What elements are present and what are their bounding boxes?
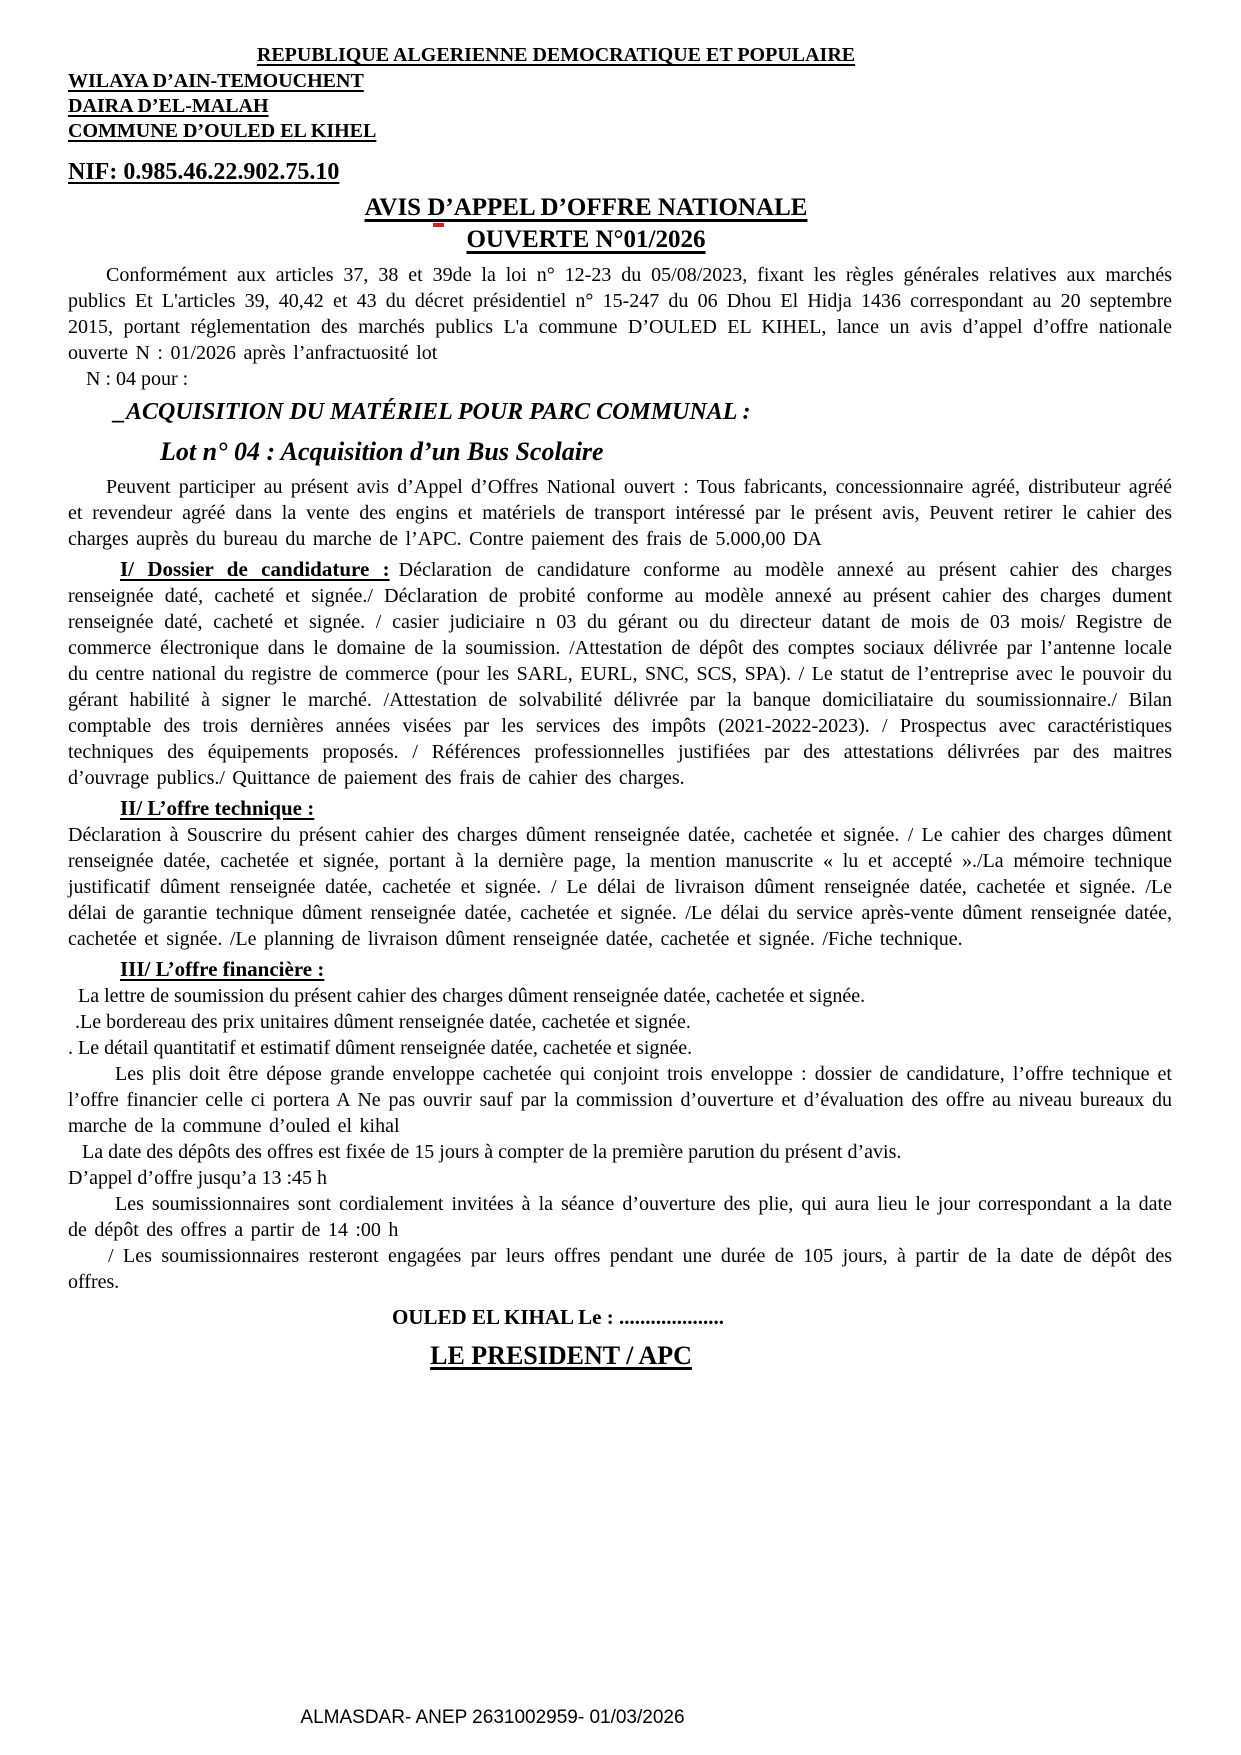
nif-row xyxy=(68,156,1172,188)
validity-line: / Les soumissionnaires resteront engagées par leurs offres pendant une durée de 105 jours, à partir de la date de dépôt des offres. xyxy=(68,1245,1172,1293)
notice-title-line2: OUVERTE N°01/2026 xyxy=(466,226,706,253)
notice-title-row1 xyxy=(68,192,1172,224)
technique-heading: II/ L’offre technique : xyxy=(120,796,315,820)
intro-lot-line: N : 04 pour : xyxy=(86,368,189,390)
deadline-line: D’appel d’offre jusqu’a 13 :45 h xyxy=(68,1167,328,1189)
notice-title-row2 xyxy=(68,224,1172,256)
lot-title: Lot n° 04 : Acquisition d’un Bus Scolaire xyxy=(160,437,604,466)
daira-line: DAIRA D’EL-MALAH xyxy=(68,95,269,117)
financiere-item: .Le bordereau des prix unitaires dûment renseignée datée, cachetée et signée. xyxy=(75,1011,691,1033)
header-wilaya-row xyxy=(68,69,1172,94)
intro-paragraph: Conformément aux articles 37, 38 et 39de la loi n° 12-23 du 05/08/2023, fixant les règles générales relatives aux marchés publics Et L'articles 39, 40,42 et 43 du décret présidentiel n° 15-247 du 06 Dhou El Hidja 1436 correspondant au 20 septembre 2015, portant réglementation des marchés publics L'a commune D’OULED EL KIHEL, lance un avis d’appel d’offre nationale ouverte N : 01/2026 après l’anfractuosité lot xyxy=(68,264,1172,364)
footer-reference: ALMASDAR- ANEP 2631002959- 01/03/2026 xyxy=(300,1707,685,1728)
financiere-item: . Le détail quantitatif et estimatif dûment renseignée datée, cachetée et signée. xyxy=(68,1037,693,1059)
republic-title: REPUBLIQUE ALGERIENNE DEMOCRATIQUE ET POPULAIRE xyxy=(256,44,856,66)
president-title-row xyxy=(68,1339,1172,1373)
header-republic-row xyxy=(68,42,1172,69)
red-mark xyxy=(433,223,444,227)
technique-body: Déclaration à Souscrire du présent cahier des charges dûment renseignée datée, cachetée et signée. / Le cahier des charges dûment renseignée datée, cachetée et signée, portant à la dernière page, la mention manuscrite « lu et accepté »./La mémoire technique justificatif dûment renseignée datée, cachetée et signée. / Le délai de livraison dûment renseignée datée, cachetée et signée. /Le délai de garantie technique dûment renseignée datée, cachetée et signée. /Le délai du service après-vente dûment renseignée datée, cachetée et signée. /Le planning de livraison dûment renseignée datée, cachetée et signée. /Fiche technique. xyxy=(68,824,1172,950)
candidature-heading: I/ Dossier de candidature : xyxy=(120,557,390,581)
signature-place-date: OULED EL KIHAL Le : .................... xyxy=(392,1305,724,1329)
object-title-row xyxy=(112,397,1172,428)
notice-title-line1-text: AVIS D’APPEL D’OFFRE NATIONALE xyxy=(364,194,808,221)
notice-title-line1 xyxy=(365,194,808,221)
financiere-item: La lettre de soumission du présent cahier des charges dûment renseignée datée, cachetée et signée. xyxy=(78,985,866,1007)
header-commune-row xyxy=(68,119,1172,144)
nif-line: NIF: 0.985.46.22.902.75.10 xyxy=(68,159,340,185)
president-title: LE PRESIDENT / APC xyxy=(430,1341,692,1370)
wilaya-line: WILAYA D’AIN-TEMOUCHENT xyxy=(68,70,364,92)
participation-paragraph: Peuvent participer au présent avis d’Appel d’Offres National ouvert : Tous fabricants, concessionnaire agréé, distributeur agréé et revendeur agréé dans la vente des engins et matériels de transport intéressé par le présent avis, Peuvent retirer le cahier des charges auprès du bureau du marche de l’APC. Contre paiement des frais de 5.000,00 DA xyxy=(68,476,1172,550)
candidature-body: Déclaration de candidature conforme au modèle annexé au présent cahier des charges renseignée daté, cacheté et signée./ Déclaration de probité conforme au modèle annexé au présent cahier des charges dument renseignée daté, cacheté et signée. / casier judiciaire n 03 du gérant ou du directeur datant de mois de 03 mois/ Registre de commerce électronique dans le domaine de la soumission. /Attestation de dépôt des comptes sociaux délivrée par l’antenne locale du centre national du registre de commerce (pour les SARL, EURL, SNC, SCS, SPA). / Le statut de l’entreprise avec le pouvoir du gérant habilité à signer le marché. /Attestation de solvabilité délivrée par la banque domiciliataire du soumissionnaire./ Bilan comptable des trois dernières années visées par les services des impôts (2021-2022-2023). / Prospectus avec caractéristiques techniques des équipements proposés. / Références professionnelles justifiées par des attestations délivrées par des maitres d’ouvrage publics./ Quittance de paiement des frais de cahier des charges. xyxy=(68,559,1173,789)
financiere-heading-row xyxy=(120,956,1172,983)
header-daira-row xyxy=(68,94,1172,119)
commune-line: COMMUNE D’OULED EL KIHEL xyxy=(68,120,377,142)
plis-paragraph: Les plis doit être dépose grande enveloppe cachetée qui conjoint trois enveloppe : dossier de candidature, l’offre technique et l’offre financier celle ci portera A Ne pas ouvrir sauf par la commission d’ouverture et d’évaluation des offre au niveau bureaux du marche de la commune d’ouled el kihal xyxy=(68,1063,1172,1137)
deposit-date-line: La date des dépôts des offres est fixée de 15 jours à compter de la première parution du présent d’avis. xyxy=(82,1141,902,1163)
candidature-paragraph xyxy=(68,556,1172,791)
opening-line: Les soumissionnaires sont cordialement invitées à la séance d’ouverture des plie, qui aura lieu le jour correspondant a la date de dépôt des offres a partir de 14 :00 h xyxy=(68,1193,1172,1241)
financiere-heading: III/ L’offre financière : xyxy=(120,957,325,981)
underscore-mark: _ xyxy=(112,399,124,425)
object-title: ACQUISITION DU MATÉRIEL POUR PARC COMMUNAL : xyxy=(126,399,751,425)
technique-heading-row xyxy=(120,795,1172,822)
